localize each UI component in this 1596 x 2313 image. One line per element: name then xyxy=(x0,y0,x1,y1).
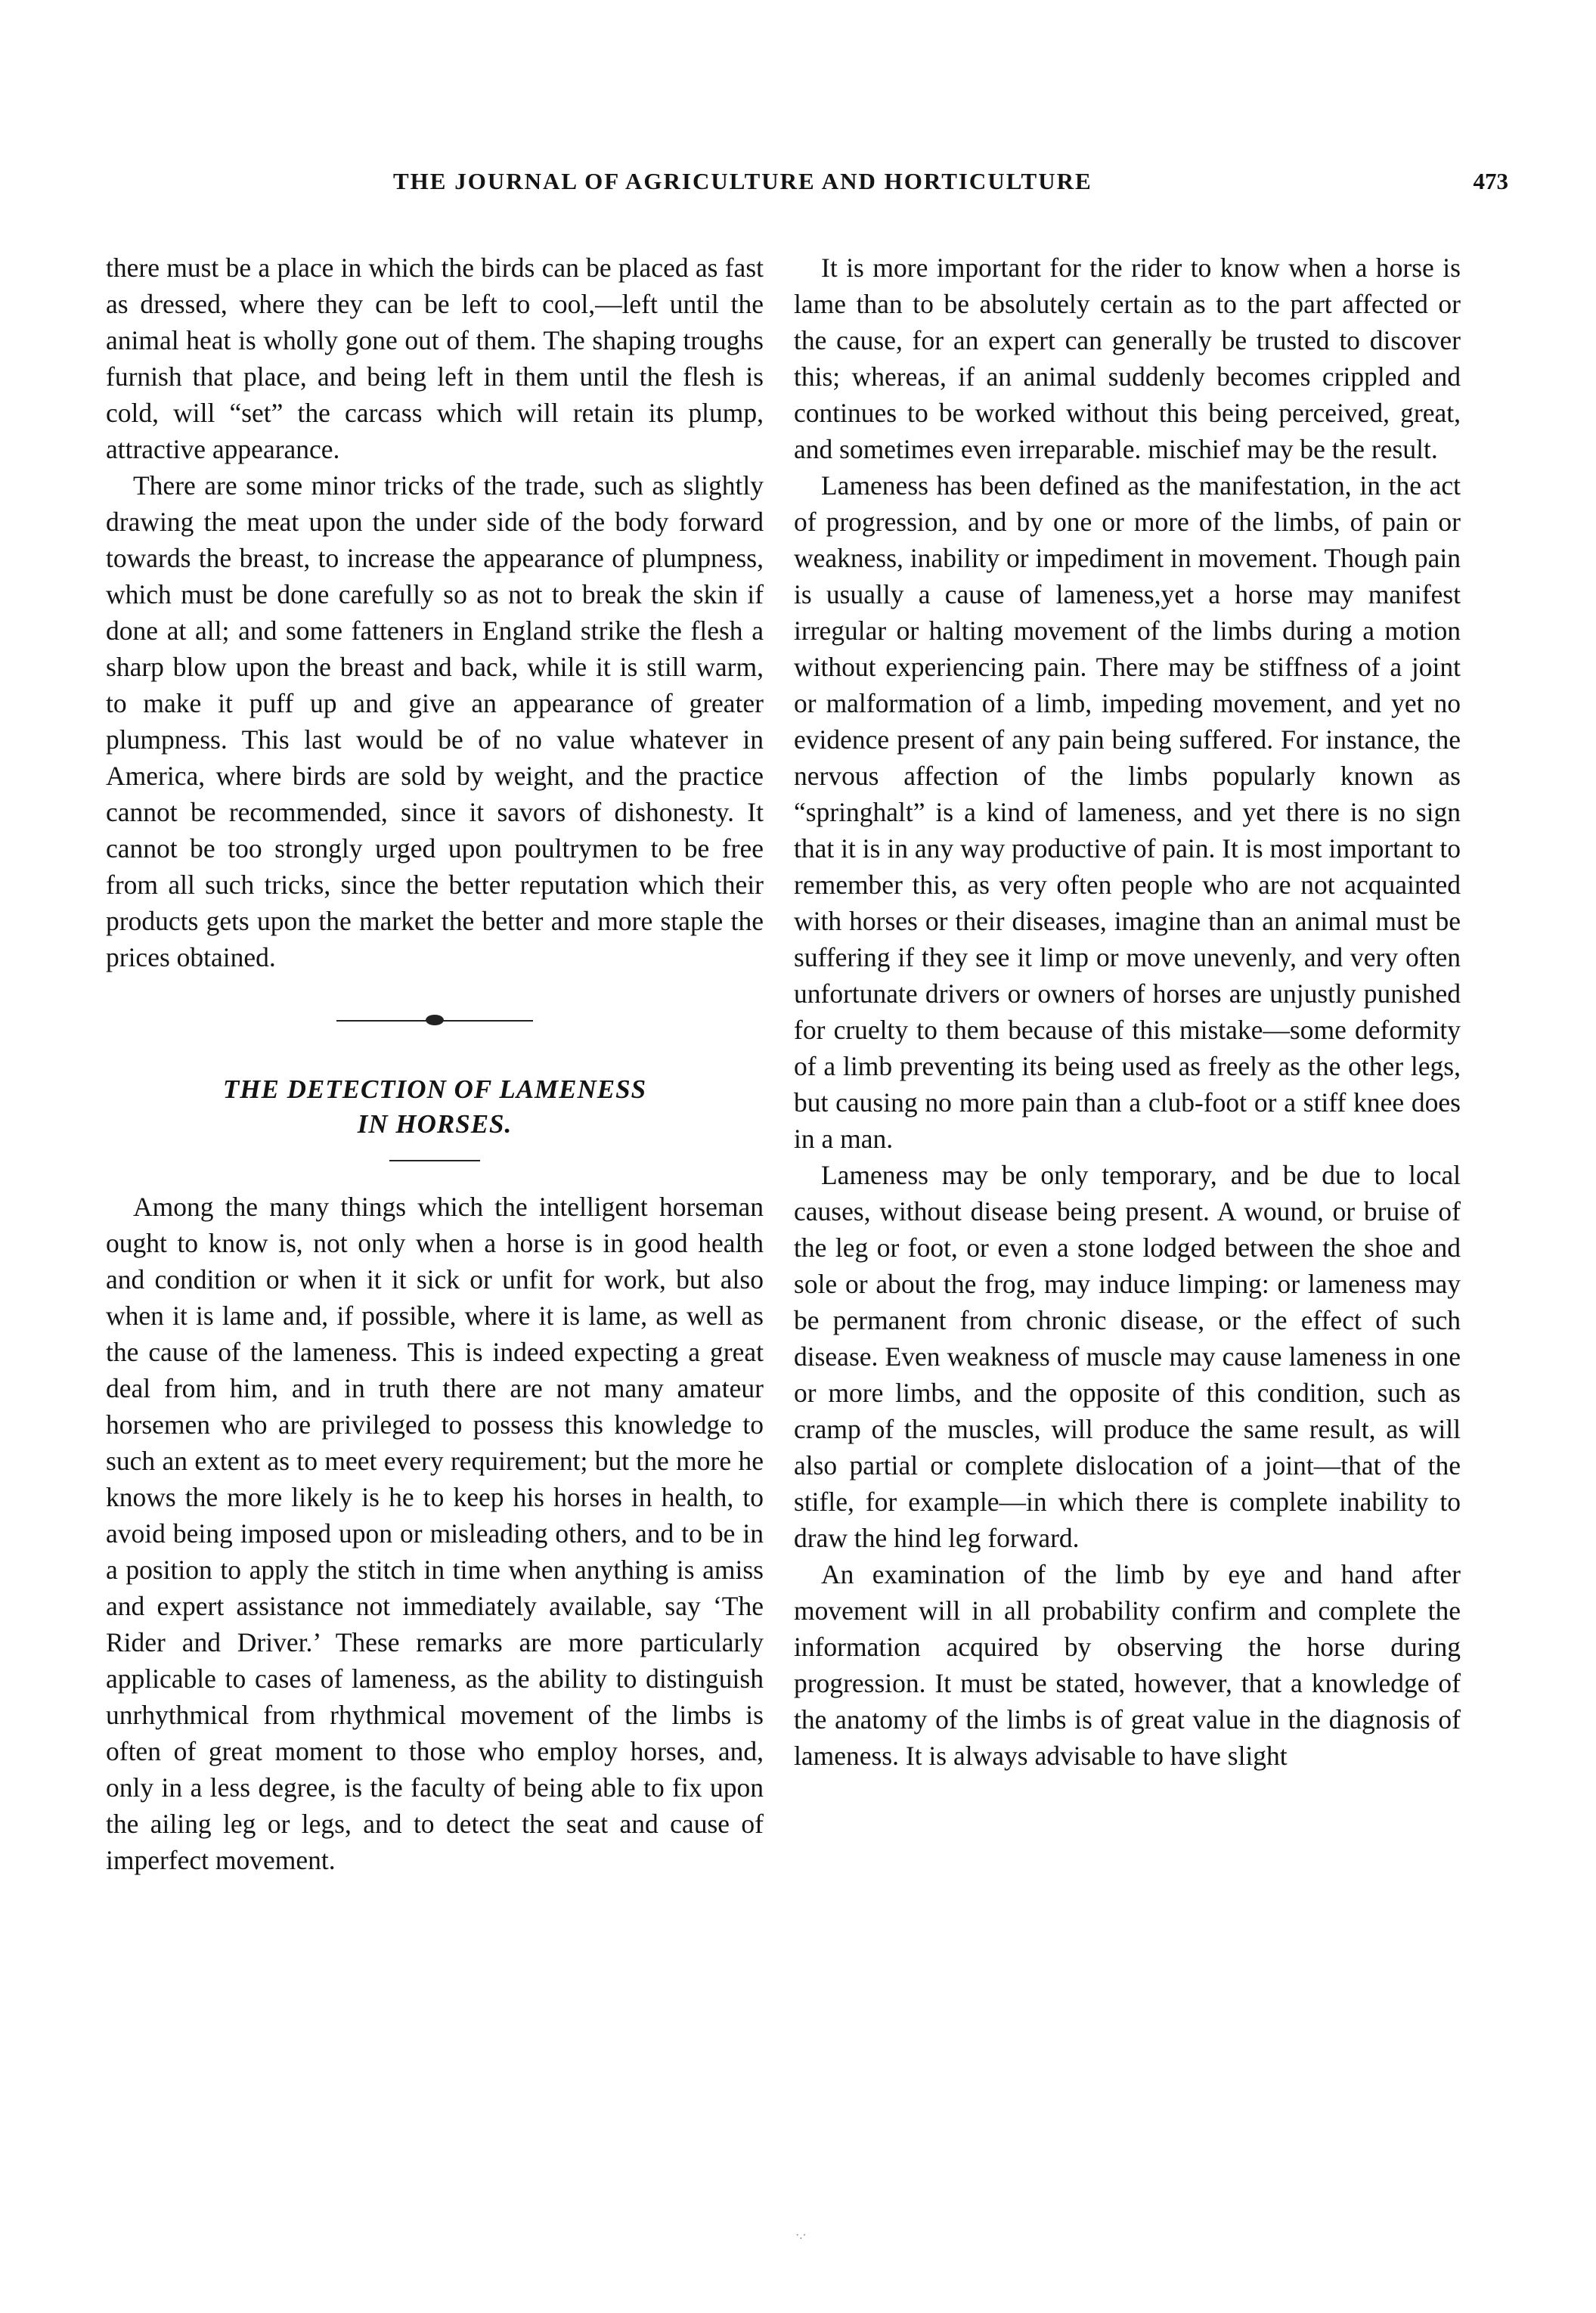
print-speck: ·.· xyxy=(795,2229,807,2242)
paragraph-lameness-defined: Lameness has been defined as the manifestation, in the act of progression, and by one or more of the limbs, of pain or weakness, inability or impediment in movement. Though pain is usually a cause of lameness,yet a horse may manifest irregular or halting movement of the limbs during a motion without experiencing pain. There may be stiffness of a joint or malformation of a limb, impeding movement, and yet no evidence present of any pain being suffered. For instance, the nervous affection of the limbs popularly known as “springhalt” is a kind of lameness, and yet there is no sign that it is in any way productive of pain. It is most important to remember this, as very often people who are not acquainted with horses or their diseases, imagine than an animal must be suffering if they see it limp or move unevenly, and very often unfortunate drivers or owners of horses are unjustly punished for cruelty to them because of this mistake—some deformity of a limb preventing its being used as freely as the other legs, but causing no more pain than a club-foot or a stiff knee does in a man. xyxy=(794,470,1461,1154)
section-divider-ornament xyxy=(336,1013,533,1028)
paragraph-intelligent-horseman: Among the many things which the intelligent horseman ought to know is, not only when a horse is in good health and condition or when it it sick or unfit for work, but also when it is lame and, if possible, where it is lame, as well as the cause of the lameness. This is indeed expecting a great deal from him, and in truth there are not many amateur horsemen who are privileged to possess this knowledge to such an extent as to meet every requirement; but the more he knows the more likely is he to keep his horses in health, to avoid being imposed upon or misleading others, and to be in a position to apply the stitch in time when anything is amiss and expert assistance not immediately available, say ‘The Rider and Driver.’ These remarks are more particularly applicable to cases of lameness, as the ability to distinguish unrhythmical from rhythmical movement of the limbs is often of great moment to those who employ horses, and, only in a less degree, is the faculty of being able to fix upon the ailing leg or legs, and to detect the seat and cause of imperfect movement. xyxy=(106,1192,764,1875)
running-head xyxy=(106,168,1508,206)
right-column xyxy=(794,250,1461,1774)
paragraph-continued: there must be a place in which the birds can be placed as fast as dressed, where they can be left to cool,—left until the animal heat is wholly gone out of them. The shaping troughs furnish that place, and being left in them until the flesh is cold, will “set” the carcass which will retain its plump, attractive appearance. xyxy=(106,253,764,464)
paragraph-examination: An examination of the limb by eye and hand after movement will in all probability confirm and complete the information acquired by observing the horse during progression. It must be stated, however, that a knowledge of the anatomy of the limbs is of great value in the diagnosis of lameness. It is always advisable to have slight xyxy=(794,1559,1461,1771)
article-title xyxy=(106,1072,764,1142)
paragraph-rider-knowledge: It is more important for the rider to know when a horse is lame than to be absolutely certain as to the part affected or the cause, for an expert can generally be trusted to discover this; whereas, if an animal suddenly becomes crippled and continues to be worked without this being perceived, great, and sometimes even irreparable. mischief may be the result. xyxy=(794,253,1461,464)
paragraph-lameness-temporary: Lameness may be only temporary, and be due to local causes, without disease being present. A wound, or bruise of the leg or foot, or even a stone lodged between the shoe and sole or about the frog, may induce limping: or lameness may be permanent from chronic disease, or the effect of such disease. Even weakness of muscle may cause lameness in one or more limbs, and the opposite of this condition, such as cramp of the muscles, will produce the same result, as will also partial or complete dislocation of a joint—that of the stifle, for example—in which there is complete inability to draw the hind leg forward. xyxy=(794,1160,1461,1553)
running-title: THE JOURNAL OF AGRICULTURE AND HORTICULTURE xyxy=(393,168,1092,194)
left-column xyxy=(106,250,764,1878)
article-title-line-1: THE DETECTION OF LAMENESS xyxy=(222,1074,647,1104)
paragraph-minor-tricks: There are some minor tricks of the trade, such as slightly drawing the meat upon the under side of the body forward towards the breast, to increase the appearance of plumpness, which must be done carefully so as not to break the skin if done at all; and some fatteners in England strike the flesh a sharp blow upon the breast and back, while it is still warm, to make it puff up and give an appearance of greater plumpness. This last would be of no value whatever in America, where birds are sold by weight, and the practice cannot be recommended, since it savors of dishonesty. It cannot be too strongly urged upon poultrymen to be free from all such tricks, since the better reputation which their products gets upon the market the better and more staple the prices obtained. xyxy=(106,470,764,972)
title-rule xyxy=(389,1160,480,1161)
article-title-line-2: IN HORSES. xyxy=(357,1109,513,1139)
ornament-dot xyxy=(426,1015,444,1025)
page-number: 473 xyxy=(1473,168,1508,194)
